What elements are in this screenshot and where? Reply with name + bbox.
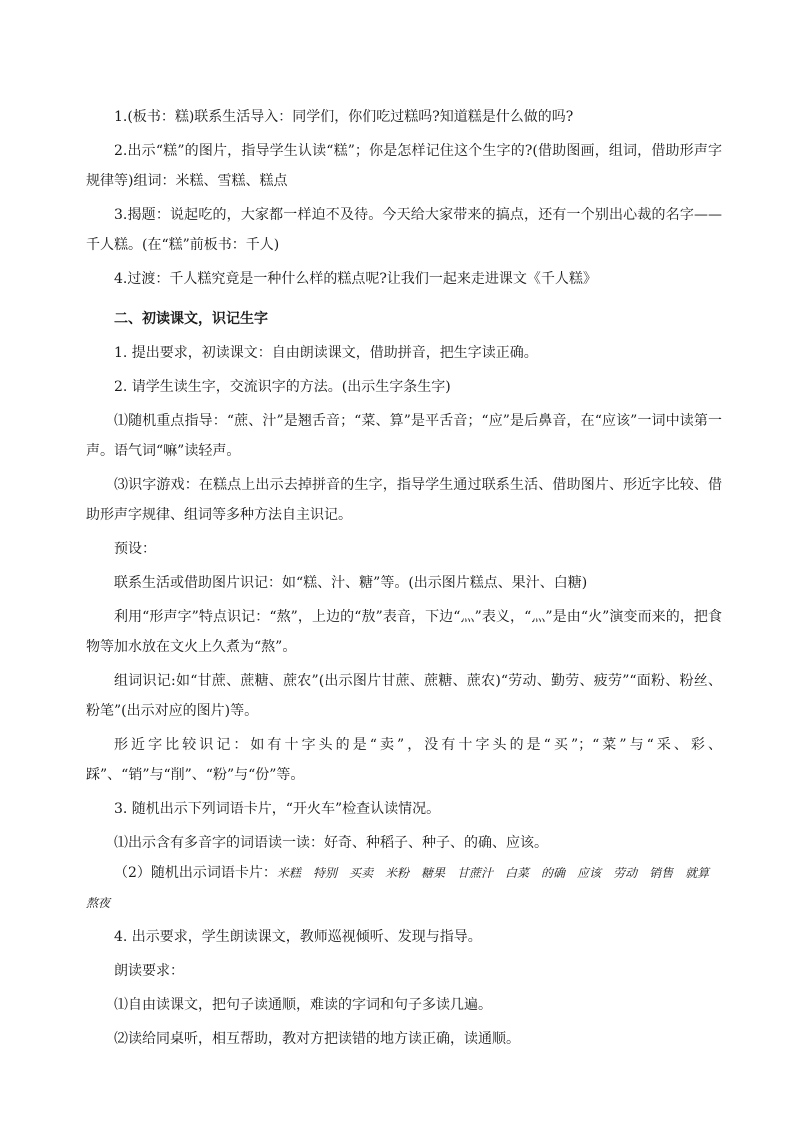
paragraph-polyphone: ⑴出示含有多音字的词语读一读：好奇、种稻子、种子、的确、应该。 bbox=[114, 835, 548, 851]
paragraph-guidance: ⑴随机重点指导：“蔗、汁”是翘舌音；“菜、算”是平舌音；“应”是后鼻音，在“应该”一词中读第一声。语气词“嘛”读轻声。 bbox=[86, 413, 722, 459]
word-cards-prefix: （2）随机出示词语卡片： bbox=[114, 865, 277, 881]
section-heading: 二、初读课文，识记生字 bbox=[114, 311, 268, 327]
word-card: 甘蔗汁 bbox=[457, 866, 494, 880]
word-card: 特别 bbox=[312, 866, 337, 880]
paragraph-preset-compare: 形近字比较识记：如有十字头的是“卖”，没有十字头的是“买”；“菜”与“采、彩、踩”、“销”与“削”、“粉”与“份”等。 bbox=[86, 737, 722, 783]
paragraph-preset-phonetic: 利用“形声字”特点识记：“熬”，上边的“敖”表音，下边“灬”表义，“灬”是由“火”演变而来的，把食物等加水放在文火上久煮为“熬”。 bbox=[86, 609, 722, 655]
paragraph-game: ⑶识字游戏：在糕点上出示去掉拼音的生字，指导学生通过联系生活、借助图片、形近字比较、借助形声字规律、组词等多种方法自主识记。 bbox=[86, 477, 722, 523]
paragraph-intro-3: 3.揭题：说起吃的，大家都一样迫不及待。今天给大家带来的搞点，还有一个别出心裁的名字——千人糕。(在“糕”前板书：千人) bbox=[86, 207, 722, 253]
paragraph-step-4: 4. 出示要求，学生朗读课文，教师巡视倾听、发现与指导。 bbox=[114, 929, 482, 945]
paragraph-step-3: 3. 随机出示下列词语卡片，“开火车”检查认读情况。 bbox=[114, 801, 441, 817]
paragraph-reading-req-2: ⑵读给同桌听，相互帮助，教对方把读错的地方读正确，读通顺。 bbox=[114, 1031, 520, 1047]
paragraph-preset-words: 组词识记:如“甘蔗、蔗糖、蔗农”(出示图片甘蔗、蔗糖、蔗农)“劳动、勤劳、疲劳”“面粉、粉丝、粉笔”(出示对应的图片)等。 bbox=[86, 673, 722, 719]
word-card: 白菜 bbox=[505, 866, 530, 880]
paragraph-preset-life: 联系生活或借助图片识记：如“糕、汁、糖”等。(出示图片糕点、果汁、白糖) bbox=[114, 575, 588, 591]
word-card: 米粉 bbox=[384, 866, 409, 880]
word-card: 应该 bbox=[577, 866, 602, 880]
word-card: 就算 bbox=[685, 866, 710, 880]
paragraph-intro-2: 2.出示“糕”的图片，指导学生认读“糕”；你是怎样记住这个生字的?(借助图画，组词，借助形声字规律等)组词：米糕、雪糕、糕点 bbox=[86, 143, 722, 189]
paragraph-preset-label: 预设： bbox=[114, 541, 156, 557]
paragraph-reading-req-label: 朗读要求： bbox=[114, 963, 184, 979]
word-card: 劳动 bbox=[613, 866, 638, 880]
word-card: 销售 bbox=[649, 866, 674, 880]
word-card: 糖果 bbox=[420, 866, 445, 880]
document-body bbox=[86, 102, 722, 1054]
paragraph-step-2: 2. 请学生读生字，交流识字的方法。(出示生字条生字) bbox=[114, 379, 451, 395]
paragraph-reading-req-1: ⑴自由读课文，把句子读通顺，难读的字词和句子多读几遍。 bbox=[114, 997, 492, 1013]
paragraph-intro-4: 4.过渡：千人糕究竟是一种什么样的糕点呢?让我们一起来走进课文《千人糕》 bbox=[114, 271, 597, 287]
paragraph-step-1: 1. 提出要求，初读课文：自由朗读课文，借助拼音，把生字读正确。 bbox=[114, 345, 538, 361]
word-card: 熬夜 bbox=[86, 896, 111, 910]
paragraph-intro-1: 1.(板书：糕)联系生活导入：同学们，你们吃过糕吗?知道糕是什么做的吗? bbox=[114, 109, 574, 125]
word-card: 的确 bbox=[541, 866, 566, 880]
paragraph-word-cards bbox=[86, 858, 722, 918]
word-card: 买卖 bbox=[348, 866, 373, 880]
word-card: 米糕 bbox=[276, 866, 301, 880]
